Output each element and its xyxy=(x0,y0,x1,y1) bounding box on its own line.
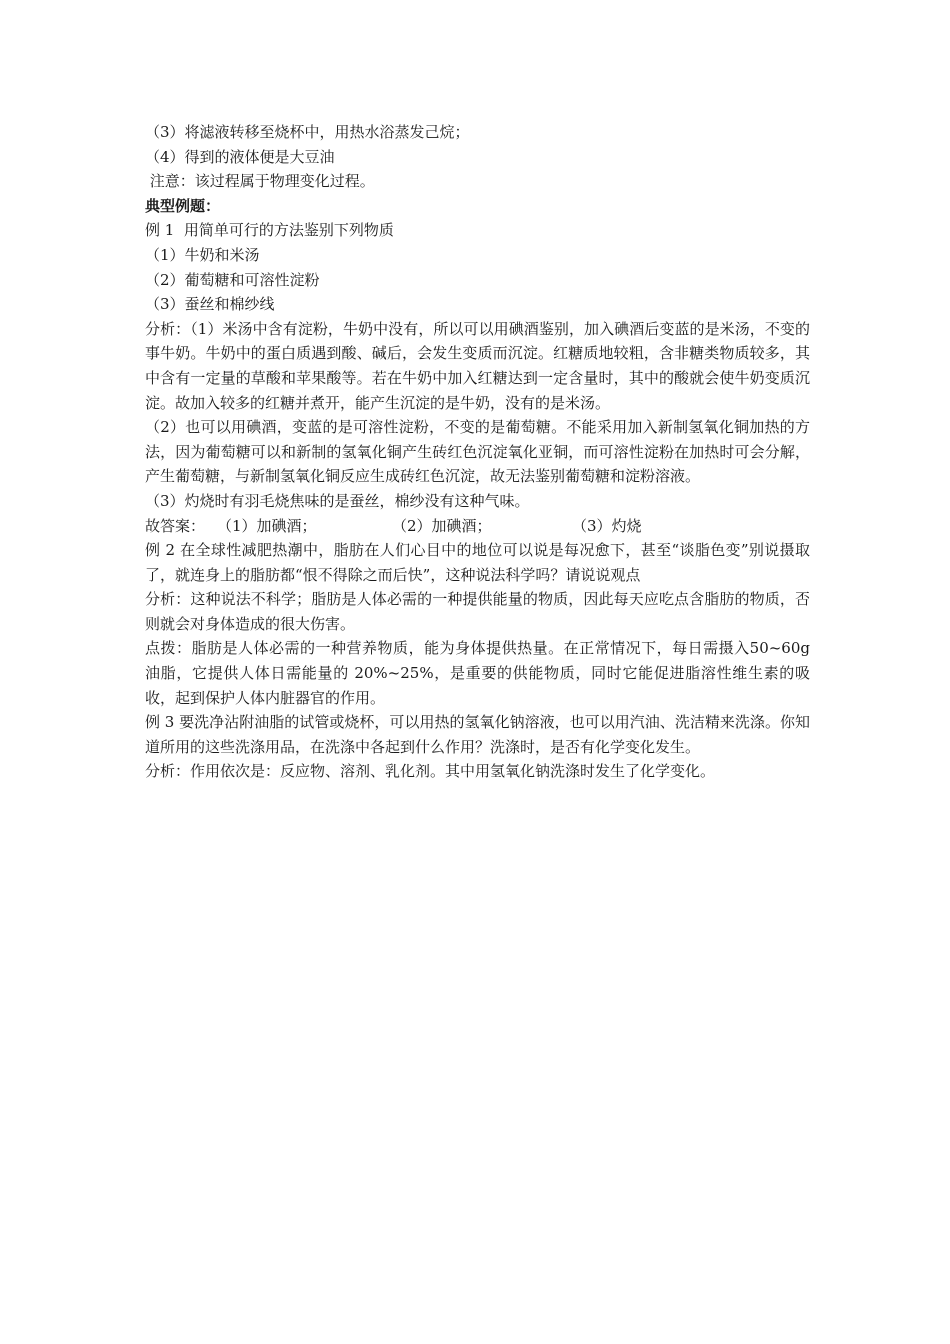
example1-question: 例 1 用简单可行的方法鉴别下列物质 xyxy=(145,221,394,240)
example2-question: 例 2 在全球性减肥热潮中，脂肪在人们心目中的地位可以说是每况愈下，甚至“谈脂色变”别说摄取了，就连身上的脂肪都“恨不得除之而后快”，这种说法科学吗？请说说观点 xyxy=(145,541,810,584)
document-page xyxy=(145,120,810,784)
answer-2: （2）加碘酒； xyxy=(392,516,492,535)
example3-question: 例 3 要洗净沾附油脂的试管或烧杯，可以用热的氢氧化钠溶液，也可以用汽油、洗洁精来洗涤。你知道所用的这些洗涤用品，在洗涤中各起到什么作用？洗涤时，是否有化学变化发生。 xyxy=(145,713,810,756)
section-title: 典型例题： xyxy=(145,196,221,215)
example1-item-3: （3）蚕丝和棉纱线 xyxy=(145,295,275,314)
intro-line-4: （4）得到的液体便是大豆油 xyxy=(145,147,335,166)
answer-label: 故答案： xyxy=(145,516,206,535)
intro-note: 注意：该过程属于物理变化过程。 xyxy=(145,172,375,191)
example1-analysis-3: （3）灼烧时有羽毛烧焦味的是蚕丝，棉纱没有这种气味。 xyxy=(145,491,530,510)
example2-tip: 点拨：脂肪是人体必需的一种营养物质，能为身体提供热量。在正常情况下，每日需摄入50~60g 油脂，它提供人体日需能量的 20%~25%，是重要的供能物质，同时它能促进脂溶性维生素的吸收，起到保护人体内脏器官的作用。 xyxy=(145,639,810,707)
intro-line-3: （3）将滤液转移至烧杯中，用热水浴蒸发己烷； xyxy=(145,123,470,141)
example1-analysis-1: 分析：（1）米汤中含有淀粉，牛奶中没有，所以可以用碘酒鉴别，加入碘酒后变蓝的是米汤，不变的事牛奶。牛奶中的蛋白质遇到酸、碱后，会发生变质而沉淀。红糖质地较粗，含非糖类物质较多，其中含有一定量的草酸和苹果酸等。若在牛奶中加入红糖达到一定含量时，其中的酸就会使牛奶变质沉淀。故加入较多的红糖并煮开，能产生沉淀的是牛奶，没有的是米汤。 xyxy=(145,319,810,412)
example3-analysis: 分析：作用依次是：反应物、溶剂、乳化剂。其中用氢氧化钠洗涤时发生了化学变化。 xyxy=(145,762,716,781)
example1-analysis-2: （2）也可以用碘酒，变蓝的是可溶性淀粉，不变的是葡萄糖。不能采用加入新制氢氧化铜加热的方法，因为葡萄糖可以和新制的氢氧化铜产生砖红色沉淀氧化亚铜，而可溶性淀粉在加热时可会分解，产生葡萄糖，与新制氢氧化铜反应生成砖红色沉淀，故无法鉴别葡萄糖和淀粉溶液。 xyxy=(145,418,810,486)
answer-1: （1）加碘酒； xyxy=(217,516,317,535)
answer-3: （3）灼烧 xyxy=(572,516,642,535)
example1-item-2: （2）葡萄糖和可溶性淀粉 xyxy=(145,270,320,289)
example1-answer-row xyxy=(145,514,810,539)
example1-item-1: （1）牛奶和米汤 xyxy=(145,245,260,264)
example2-analysis: 分析：这种说法不科学；脂肪是人体必需的一种提供能量的物质，因此每天应吃点含脂肪的物质，否则就会对身体造成的很大伤害。 xyxy=(145,590,810,633)
